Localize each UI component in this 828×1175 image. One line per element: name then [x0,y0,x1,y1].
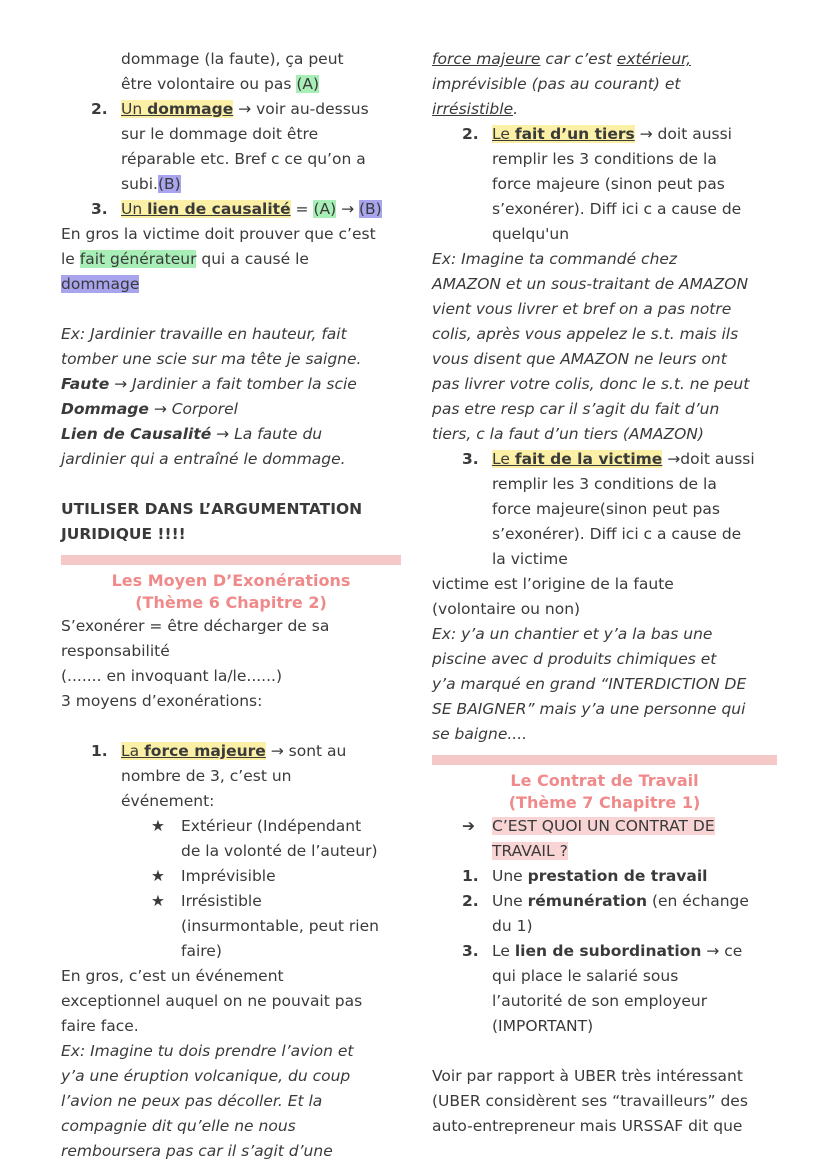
question-line: TRAVAIL ? [492,842,568,860]
example-line: Ex: Imagine tu dois prendre l’avion et [61,1042,354,1060]
example-line: Ex: Jardinier travaille en hauteur, fait [61,325,347,343]
example-line: imprévisible (pas au courant) et [432,75,681,93]
note-heading: JURIDIQUE !!!! [61,525,186,543]
text-line: sur le dommage doit être [121,125,319,143]
text-line: s’exonérer). Diff ici c a cause de [492,200,742,218]
section-subtitle: (Thème 7 Chapitre 1) [508,793,701,812]
text-line: la victime [492,550,568,568]
example-line: y’a une éruption volcanique, du coup [61,1067,351,1085]
star-icon: ★ [151,892,165,910]
bullet-imprevisible: ★ Imprévisible [61,864,401,889]
example-line: compagnie dit qu’elle ne nous [61,1117,296,1135]
tag-a: (A) [296,75,320,93]
text-line: quelqu'un [492,225,570,243]
list-item-fait-tiers: 2. Le fait d’un tiers → doit aussi [462,125,732,143]
list-item-subordination: 3. Le lien de subordination → ce [462,942,743,960]
arrow-right-icon: ➔ [462,817,475,835]
example-line: l’avion ne peux pas décoller. Et la [61,1092,323,1110]
example-line: Ex: y’a un chantier et y’a la bas une [432,625,713,643]
section-divider [432,755,777,765]
text-line: Voir par rapport à UBER très intéressant [432,1067,743,1085]
section-title: Les Moyen D’Exonérations [111,571,351,590]
section-subtitle: (Thème 6 Chapitre 2) [135,593,327,612]
tag-b: (B) [157,175,181,193]
text-line: de la volonté de l’auteur) [181,842,378,860]
text-line: subi.(B) [121,175,181,193]
example-line: Faute → Jardinier a fait tomber la scie [61,375,357,393]
section-divider [61,555,401,565]
example-line: tomber une scie sur ma tête je saigne. [61,350,362,368]
text-line: le fait générateur qui a causé le [61,250,309,268]
list-item-prestation: 1. Une prestation de travail [462,867,708,885]
text-line: faire face. [61,1017,139,1035]
text-line: auto-entrepreneur mais URSSAF dit que [432,1117,743,1135]
text-line: En gros, c’est un événement [61,967,284,985]
text-line: remplir les 3 conditions de la [492,150,717,168]
example-line: piscine avec d produits chimiques et [432,650,717,668]
text-line: responsabilité [61,642,170,660]
list-item-dommage: 2. Un dommage → voir au-dessus [91,100,369,118]
text-line: (volontaire ou non) [432,600,581,618]
example-line: Dommage → Corporel [61,400,238,418]
left-column [61,47,401,1164]
text-line: nombre de 3, c’est un [121,767,292,785]
example-line: pas livrer votre colis, donc le s.t. ne peut [432,375,750,393]
star-icon: ★ [151,867,165,885]
example-line: se baigne.... [432,725,528,743]
note-heading: UTILISER DANS L’ARGUMENTATION [61,500,363,518]
text-line: l’autorité de son employeur [492,992,708,1010]
text-line: (insurmontable, peut rien [181,917,379,935]
example-line: irrésistible. [432,100,519,118]
question-line: ➔ C’EST QUOI UN CONTRAT DE [432,814,777,839]
text-line: qui place le salarié sous [492,967,679,985]
example-line: Lien de Causalité → La faute du [61,425,323,443]
example-line: SE BAIGNER” mais y’a une personne qui [432,700,746,718]
text-line: dommage [61,275,140,293]
example-line: vient vous livrer et bref on a pas notre [432,300,732,318]
text-line: du 1) [492,917,533,935]
text-line: force majeure(sinon peut pas [492,500,720,518]
text-line: remplir les 3 conditions de la [492,475,717,493]
list-item-lien-causalite: 3. Un lien de causalité = (A) → (B) [91,200,382,218]
text-line: être volontaire ou pas (A) [121,75,320,93]
text-line: (UBER considèrent ses “travailleurs” des [432,1092,748,1110]
list-item-force-majeure: 1. La force majeure → sont au [91,742,347,760]
text-line: victime est l’origine de la faute [432,575,674,593]
bullet-exterieur: ★ Extérieur (Indépendant [61,814,401,839]
bullet-irresistible: ★ Irrésistible [61,889,401,914]
text-line: En gros la victime doit prouver que c’est [61,225,376,243]
text-line: s’exonérer). Diff ici c a cause de [492,525,742,543]
example-line: Ex: Imagine ta commandé chez [432,250,678,268]
example-line: jardinier qui a entraîné le dommage. [61,450,346,468]
list-item-fait-victime: 3. Le fait de la victime →doit aussi [462,450,755,468]
list-item-remuneration: 2. Une rémunération (en échange [462,892,749,910]
example-line: force majeure car c’est extérieur, [432,50,692,68]
text-line: 3 moyens d’exonérations: [61,692,263,710]
text-line: événement: [121,792,215,810]
example-line: y’a marqué en grand “INTERDICTION DE [432,675,747,693]
right-column [432,47,777,1139]
text-line: réparable etc. Bref c ce qu’on a [121,150,366,168]
example-line: remboursera pas car il s’agit d’une [61,1142,333,1160]
text-line: faire) [181,942,222,960]
example-line: colis, après vous appelez le s.t. mais ils [432,325,739,343]
text-line: exceptionnel auquel on ne pouvait pas [61,992,363,1010]
text-line: (....... en invoquant la/le......) [61,667,283,685]
text-line: (IMPORTANT) [492,1017,594,1035]
section-title: Le Contrat de Travail [510,771,699,790]
example-line: AMAZON et un sous-traitant de AMAZON [432,275,749,293]
text-line: force majeure (sinon peut pas [492,175,725,193]
example-line: vous disent que AMAZON ne leurs ont [432,350,727,368]
text-line: S’exonérer = être décharger de sa [61,617,330,635]
text-line: dommage (la faute), ça peut [121,50,344,68]
example-line: pas etre resp car il s’agit du fait d’un [432,400,720,418]
star-icon: ★ [151,817,165,835]
example-line: tiers, c la faut d’un tiers (AMAZON) [432,425,704,443]
